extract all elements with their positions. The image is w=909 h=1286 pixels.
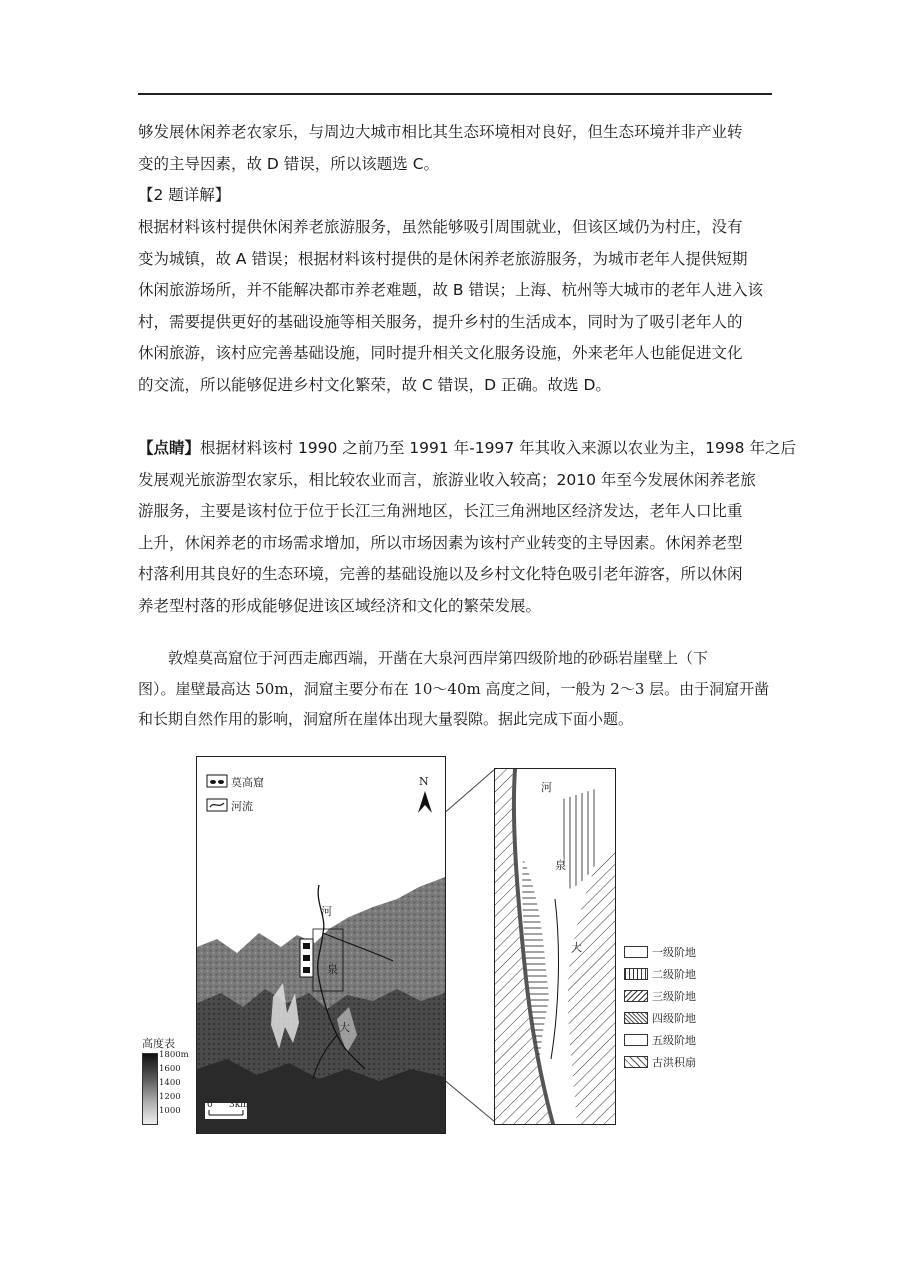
dianjing-paragraph [138,433,796,623]
legend-label: 三级阶地 [652,990,696,1003]
section-heading [138,180,778,212]
elevation-ramp [142,1053,158,1125]
elevation-tick: 1800m [159,1050,189,1060]
text-line: 根据材料该村提供休闲养老旅游服务，虽然能够吸引周围就业，但该区域仍为村庄，没有 [138,218,743,236]
dianjing-label: 【点睛】 [138,439,201,457]
legend-label: 二级阶地 [652,968,696,981]
terrace-map [495,769,615,1124]
legend-swatch [624,1056,648,1068]
detail-label-da: 大 [571,941,582,954]
paragraph-1 [138,117,778,180]
text-line: 发展观光旅游型农家乐，相比较农业而言，旅游业收入较高；2010 年至今发展休闲养老旅 [138,470,756,489]
legend-swatch [624,1034,648,1046]
river-label-he: 河 [321,905,332,918]
scale-distance: 3km [229,1100,249,1110]
elevation-tick: 1200 [159,1092,181,1102]
question-intro [138,643,778,735]
dianjing-first-line: 根据材料该村 1990 之前乃至 1991 年-1997 年其收入来源以农业为主，1998 年之后 [200,439,796,457]
text-line: 图）。崖壁最高达 50m，洞窟主要分布在 10～40m 高度之间，一般为 2～3 层。由于洞窟开凿 [138,679,770,698]
text-line: 村，需要提供更好的基础设施等相关服务，提升乡村的生活成本，同时为了吸引老年人的 [138,312,743,331]
text-line: 和长期自然作用的影响，洞窟所在崖体出现大量裂隙。据此完成下面小题。 [138,710,634,728]
detail-label-he: 河 [541,781,552,794]
north-arrow-label: N [419,775,429,788]
legend-label: 五级阶地 [652,1034,696,1047]
detail-label-quan: 泉 [555,859,566,872]
location-map [196,756,446,1134]
river-label-quan: 泉 [327,963,338,976]
text-line: 变的主导因素，故 D 错误，所以该题选 C。 [138,154,440,173]
river-label-da: 大 [339,1021,350,1034]
text-line [138,433,796,465]
legend-swatch [624,990,648,1002]
terrace-detail-map [494,768,616,1125]
text-line: 休闲旅游场所，并不能解决都市养老难题，故 B 错误；上海、杭州等大城市的老年人进入该 [138,281,763,300]
legend-label: 一级阶地 [652,946,696,959]
text-line: 村落利用其良好的生态环境，完善的基础设施以及乡村文化特色吸引老年游客，所以休闲 [138,565,743,584]
elevation-tick: 1000 [159,1106,181,1116]
text-line: 变为城镇，故 A 错误；根据材料该村提供的是休闲养老旅游服务，为城市老年人提供短期 [138,249,748,268]
heading-text: 【2 题详解】 [138,186,231,204]
legend-river-label: 河流 [231,800,253,813]
legend-caves-label: 莫高窟 [231,776,264,789]
legend-label: 古洪积扇 [652,1056,696,1069]
text-line: 养老型村落的形成能够促进该区域经济和文化的繁荣发展。 [138,596,542,615]
legend-swatch [624,968,648,980]
legend-swatch [624,946,648,958]
elevation-tick: 1600 [159,1064,181,1074]
text-line: 上升，休闲养老的市场需求增加，所以市场因素为该村产业转变的主导因素。休闲养老型 [138,533,743,552]
text-line: 够发展休闲养老农家乐，与周边大城市相比其生态环境相对良好，但生态环境并非产业转 [138,123,743,141]
text-line: 敦煌莫高窟位于河西走廊西端，开凿在大泉河西岸第四级阶地的砂砾岩崖壁上（下 [138,649,709,667]
mogao-figure [138,750,738,1145]
paragraph-2 [138,212,778,402]
legend-swatch [624,1012,648,1024]
elevation-title: 高度表 [142,1037,175,1050]
scale-zero: 0 [207,1100,213,1110]
text-line: 游服务，主要是该村位于位于长江三角洲地区，长江三角洲地区经济发达，老年人口比重 [138,502,743,521]
text-line: 的交流，所以能够促进乡村文化繁荣，故 C 错误，D 正确。故选 D。 [138,375,611,394]
elevation-tick: 1400 [159,1078,181,1088]
text-line: 休闲旅游，该村应完善基础设施，同时提升相关文化服务设施，外来老年人也能促进文化 [138,344,743,363]
header-rule [138,93,772,95]
legend-label: 四级阶地 [652,1012,696,1025]
